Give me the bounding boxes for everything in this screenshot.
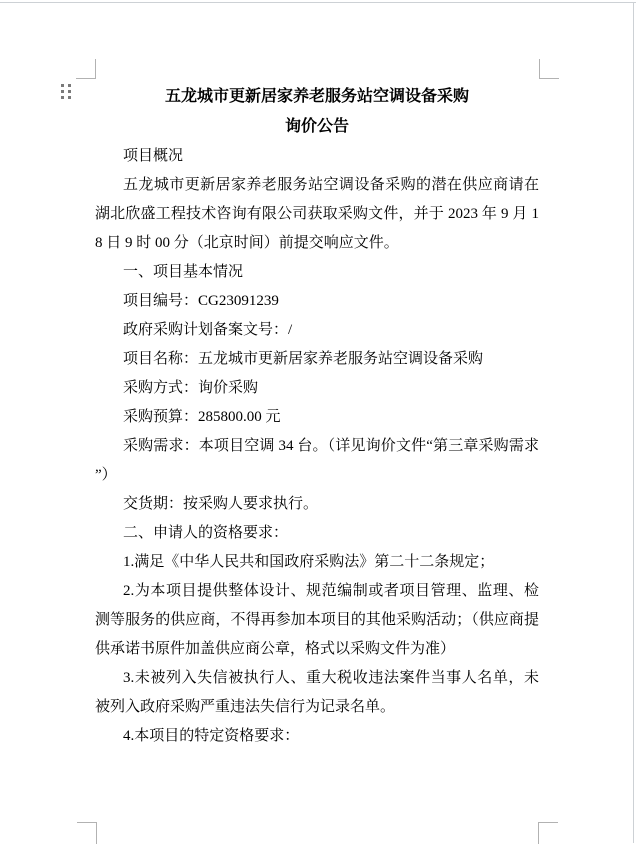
para-overview: 五龙城市更新居家养老服务站空调设备采购的潜在供应商请在湖北欣盛工程技术咨询有限公司获取采购文件，并于 2023 年 9 月 18 日 9 时 00 分（北京时间）前提交响应文件。 xyxy=(95,177,539,251)
text-boundary-mark-top-right xyxy=(539,59,559,79)
drag-handle-dot xyxy=(68,96,71,99)
text-boundary-mark-bottom-left xyxy=(77,822,97,844)
doc-title-line-2: 询价公告 xyxy=(284,118,349,135)
document-content xyxy=(95,82,539,751)
heading-section-1: 一、项目基本情况 xyxy=(123,264,244,280)
drag-handle-dot xyxy=(68,90,71,93)
field-procurement-method: 采购方式：询价采购 xyxy=(123,380,259,396)
qualification-item-2: 2.为本项目提供整体设计、规范编制或者项目管理、监理、检测等服务的供应商，不得再参加本项目的其他采购活动；（供应商提供承诺书原件加盖供应商公章，格式以采购文件为准） xyxy=(95,583,539,657)
qualification-item-1: 1.满足《中华人民共和国政府采购法》第二十二条规定； xyxy=(123,554,495,570)
text-boundary-mark-top-left xyxy=(76,59,96,79)
drag-handle-dot xyxy=(61,90,64,93)
page-right-edge-line xyxy=(633,2,634,843)
drag-handle-dot xyxy=(61,96,64,99)
field-gov-plan-filing-number: 政府采购计划备案文号：/ xyxy=(123,322,293,338)
drag-handle-dot xyxy=(68,84,71,87)
doc-title-line-1: 五龙城市更新居家养老服务站空调设备采购 xyxy=(164,88,469,105)
text-boundary-mark-bottom-right xyxy=(538,822,558,844)
qualification-item-4: 4.本项目的特定资格要求： xyxy=(123,728,300,744)
drag-handle-dot xyxy=(61,84,64,87)
page-top-edge-line xyxy=(0,2,636,3)
field-procurement-budget: 采购预算：285800.00 元 xyxy=(123,409,281,425)
field-delivery-period: 交货期：按采购人要求执行。 xyxy=(123,496,319,512)
field-procurement-requirement: 采购需求：本项目空调 34 台。（详见询价文件“第三章采购需求”） xyxy=(95,438,539,483)
field-project-number: 项目编号：CG23091239 xyxy=(123,293,279,309)
drag-handle-icon[interactable] xyxy=(61,84,71,100)
qualification-item-3: 3.未被列入失信被执行人、重大税收违法案件当事人名单，未被列入政府采购严重违法失信行为记录名单。 xyxy=(95,670,539,715)
heading-section-2: 二、申请人的资格要求： xyxy=(123,525,289,541)
section-project-overview: 项目概况 xyxy=(123,148,184,164)
field-project-name: 项目名称：五龙城市更新居家养老服务站空调设备采购 xyxy=(123,351,484,367)
